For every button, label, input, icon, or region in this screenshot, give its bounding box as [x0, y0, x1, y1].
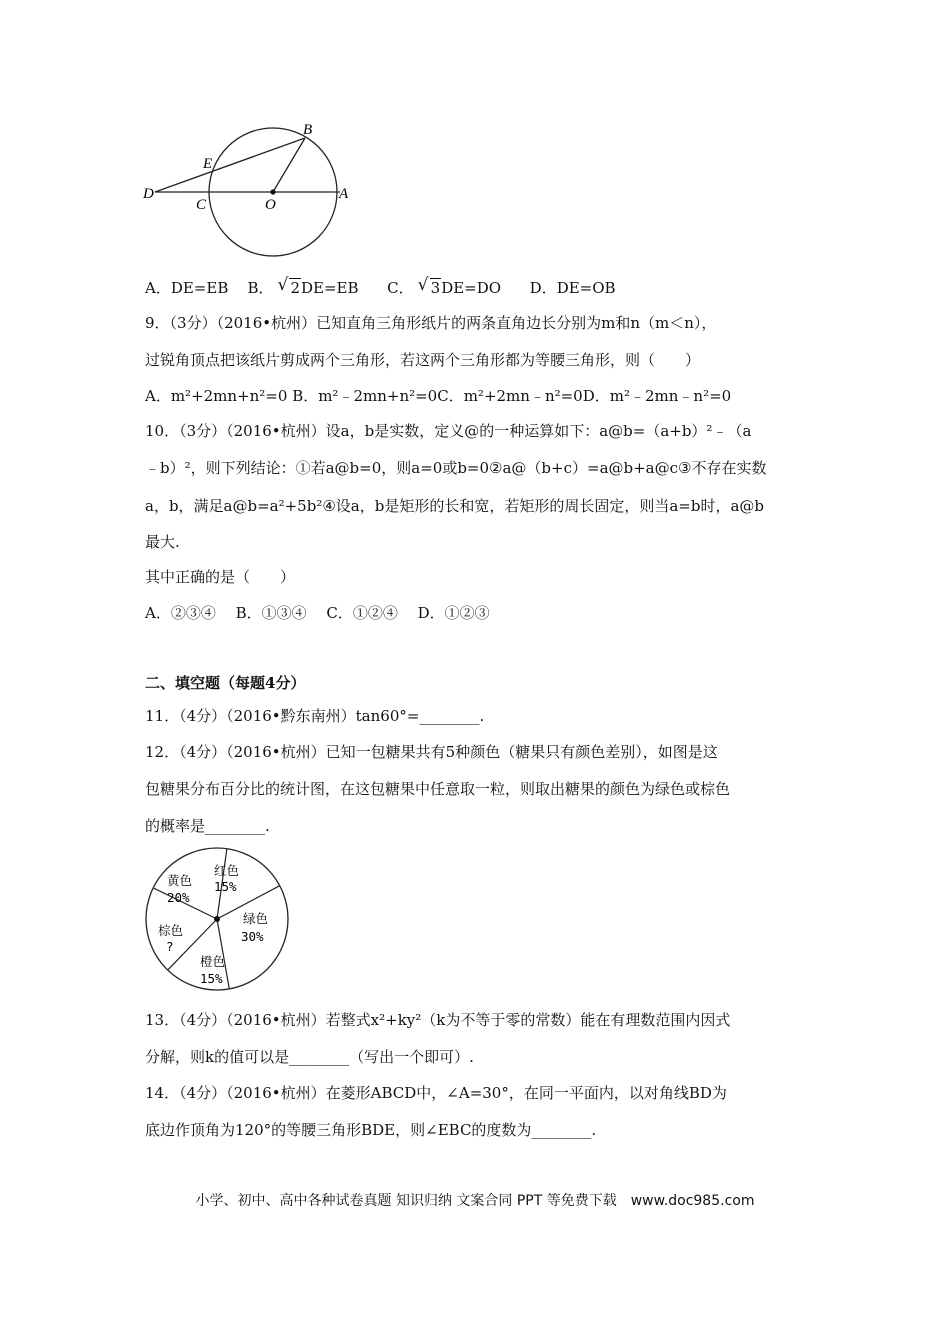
pie-label-red-value: 15%: [214, 879, 237, 894]
circle-figure: [135, 118, 365, 258]
q12-line1: 12．（4分）（2016•杭州）已知一包糖果共有5种颜色（糖果只有颜色差别），如图是这: [145, 743, 718, 761]
q10-line4: 最大.: [145, 533, 180, 551]
q9-line1: 9．（3分）（2016•杭州）已知直角三角形纸片的两条直角边长分别为m和n（m＜n），: [145, 314, 717, 332]
line-ob: [273, 138, 305, 192]
q8-option-a: A．DE=EB: [145, 279, 229, 297]
label-b: B: [303, 122, 313, 138]
label-a: A: [339, 186, 349, 202]
pie-label-orange-name: 橙色: [200, 954, 226, 969]
q8-option-c-prefix: C．: [387, 279, 414, 297]
pie-label-brown-value: ?: [166, 939, 174, 954]
q12-line3: 的概率是________.: [145, 817, 270, 835]
q9-line2: 过锐角顶点把该纸片剪成两个三角形，若这两个三角形都为等腰三角形，则（ ）: [145, 351, 701, 369]
q10-options: A．②③④ B．①③④ C．①②④ D．①②③: [145, 604, 490, 622]
q10-line1: 10．（3分）（2016•杭州）设a，b是实数，定义@的一种运算如下：a@b=（a+b）²﹣（a: [145, 422, 752, 440]
q8-option-d: D．DE=OB: [529, 279, 616, 297]
label-o: O: [265, 197, 276, 213]
pie-label-green-value: 30%: [241, 929, 264, 944]
q13-line2: 分解，则k的值可以是________（写出一个即可）.: [145, 1048, 474, 1066]
q9-options: A．m²+2mn+n²=0 B．m²﹣2mn+n²=0C．m²+2mn﹣n²=0D．m²﹣2mn﹣n²=0: [145, 387, 732, 405]
q10-line5: 其中正确的是（ ）: [145, 568, 296, 586]
center-dot: [270, 189, 275, 194]
q8-options: [145, 275, 616, 298]
q10-line2: ﹣b）²，则下列结论：①若a@b=0，则a=0或b=0②a@（b+c）=a@b+a@c③不存在实数: [145, 459, 767, 477]
pie-label-green-name: 绿色: [243, 911, 269, 926]
q8-option-b-prefix: B．: [247, 279, 274, 297]
q14-line1: 14．（4分）（2016•杭州）在菱形ABCD中，∠A=30°，在同一平面内，以对角线BD为: [145, 1084, 727, 1102]
label-e: E: [203, 156, 213, 172]
pie-label-red-name: 红色: [214, 863, 240, 878]
pie-label-yellow-value: 20%: [167, 890, 190, 905]
pie-label-yellow-name: 黄色: [167, 873, 193, 888]
page-footer: 小学、初中、高中各种试卷真题 知识归纳 文案合同 PPT 等免费下载 www.doc985.com: [195, 1193, 755, 1209]
q12-line2: 包糖果分布百分比的统计图，在这包糖果中任意取一粒，则取出糖果的颜色为绿色或棕色: [145, 780, 731, 798]
pie-label-orange-value: 15%: [200, 971, 223, 986]
candy-pie-chart: [140, 842, 295, 997]
section-heading: 二、填空题（每题4分）: [145, 674, 306, 692]
q8-option-b-suffix: DE=EB: [301, 279, 359, 297]
q10-line3: a，b，满足a@b=a²+5b²④设a，b是矩形的长和宽，若矩形的周长固定，则当a=b时，a@b: [145, 497, 764, 515]
sqrt-3: √ 3: [417, 275, 441, 297]
line-db: [155, 138, 305, 192]
label-d: D: [143, 186, 154, 202]
label-c: C: [196, 197, 207, 213]
pie-label-brown-name: 棕色: [158, 923, 184, 938]
q13-line1: 13．（4分）（2016•杭州）若整式x²+ky²（k为不等于零的常数）能在有理数范围内因式: [145, 1011, 731, 1029]
q8-option-c-suffix: DE=DO: [441, 279, 502, 297]
q14-line2: 底边作顶角为120°的等腰三角形BDE，则∠EBC的度数为________.: [145, 1121, 597, 1139]
q11-line1: 11．（4分）（2016•黔东南州）tan60°=________.: [145, 707, 485, 725]
sqrt-2: √ 2: [277, 275, 301, 297]
pie-center-dot: [214, 916, 220, 922]
